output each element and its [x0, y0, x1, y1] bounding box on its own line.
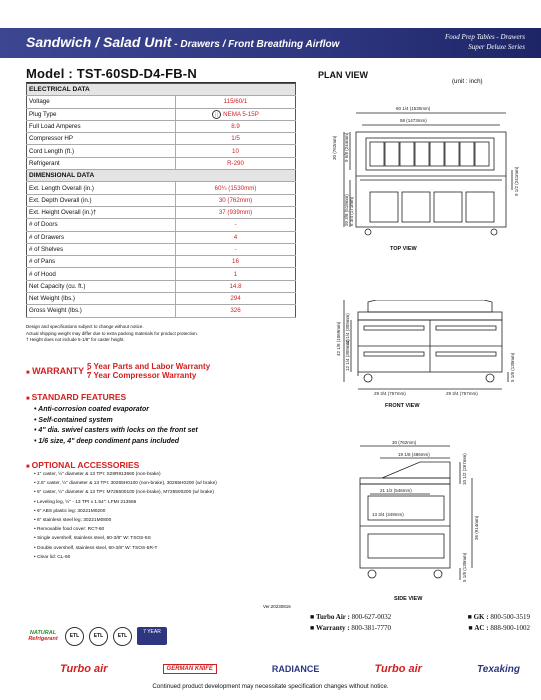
side-view-drawing — [340, 440, 520, 590]
etl-icon: ETL — [65, 627, 84, 646]
accessory-item: • 1" caster, ½" diameter & 13 TPI: S28R813660 (non-brake) — [34, 472, 161, 477]
accessory-item: • Clear lid: CL-60 — [34, 554, 71, 560]
unit-label: (unit : inch) — [452, 78, 483, 85]
warranty-line-1: 5 Year Parts and Labor Warranty — [87, 362, 211, 371]
german-knife-logo: GERMAN KNIFE — [163, 664, 217, 674]
contact-row: ■ Turbo Air : 800-627-0032 ■ GK : 800-500-3519 — [310, 613, 530, 621]
spec-label: # of Doors — [27, 219, 176, 231]
etl-sanitation-icon: ETL — [89, 627, 108, 646]
title-sub: - Drawers / Front Breathing Airflow — [171, 39, 340, 50]
spec-value: 30 (762mm) — [176, 194, 296, 206]
spec-value: 115/60/1 — [176, 96, 296, 108]
spec-value: 37 (939mm) — [176, 206, 296, 218]
warranty-badge-icon: 7 YEAR — [137, 627, 167, 645]
side-view-label: SIDE VIEW — [394, 596, 423, 602]
natural-refrigerant-badge: NATURAL Refrigerant — [28, 630, 58, 642]
spec-value: 1 — [176, 268, 296, 280]
spec-row — [27, 133, 296, 145]
spec-row — [27, 182, 296, 194]
dim-side-height: 36 (914mm) — [474, 515, 479, 540]
footer-note: Continued product development may necessitate specification changes without notice. — [152, 683, 389, 690]
spec-row — [27, 231, 296, 243]
dim-side-cover: 10 1/2 (267mm) — [462, 453, 467, 485]
spec-row — [27, 145, 296, 157]
optional-accessories-title: ■ OPTIONAL ACCESSORIES — [26, 460, 140, 470]
spec-label: Cord Length (ft.) — [27, 145, 176, 157]
spec-label: Gross Weight (lbs.) — [27, 305, 176, 317]
accessory-item: • Leveling leg, ½" - 13 TPI x 1.54": LFMI 213566 — [34, 499, 137, 505]
turbo-air-logo: Turbo air — [60, 663, 108, 675]
spec-row — [27, 194, 296, 206]
accessory-item: • 6" stainless steel leg: 30221M0800 — [34, 518, 112, 524]
spec-value: 326 — [176, 305, 296, 317]
dim-side-drawer: 13 3/4 (349mm) — [372, 512, 404, 517]
spec-value: 16 — [176, 256, 296, 268]
feature-item: • Self-contained system — [34, 416, 113, 424]
dim-drawer-bottom: 12 1/4 (309mm) — [345, 339, 350, 371]
dim-front-height: 42 1/8 (1069mm) — [336, 321, 341, 356]
note-line: Actual shipping weight may differ due to extra packing materials for product protection. — [26, 330, 199, 336]
spec-label: Ext. Height Overall (in.)† — [27, 206, 176, 218]
spec-value: - — [176, 219, 296, 231]
spec-row — [27, 219, 296, 231]
note-line: † Height does not include 5-1/8" for caster height. — [26, 337, 125, 342]
dim-caster: 5 1/8 (130mm) — [510, 352, 515, 382]
accessory-item: • Double overshelf, stainless steel, 60-3/8" W: TSOS-5R-T — [34, 545, 158, 551]
spec-table — [26, 83, 296, 318]
spec-row — [27, 120, 296, 132]
model-number: Model : TST-60SD-D4-FB-N — [26, 66, 197, 81]
dim-overall-width: 60 1/4 (1530mm) — [396, 106, 431, 111]
dim-drawer-top: 12 1/4 (309mm) — [345, 313, 350, 345]
etl-listed-icon: ETL — [113, 627, 132, 646]
brand-row — [60, 663, 520, 675]
dim-inner-width: 58 (1473mm) — [400, 118, 427, 123]
spec-label: # of Drawers — [27, 231, 176, 243]
spec-value: R-290 — [176, 157, 296, 169]
spec-value: 1/5 — [176, 133, 296, 145]
spec-value: 294 — [176, 293, 296, 305]
spec-notes — [26, 324, 198, 344]
header-banner — [0, 28, 541, 58]
spec-header-text: ELECTRICAL DATA — [27, 84, 296, 96]
spec-label: Plug Type — [27, 108, 176, 120]
title-main: Sandwich / Salad Unit — [26, 34, 172, 50]
spec-row — [27, 268, 296, 280]
accessory-item: • Single overshelf, stainless steel, 60-3/8" W: TSOS-5S — [34, 536, 151, 542]
spec-row — [27, 256, 296, 268]
feature-item: • Anti-corrosion coated evaporator — [34, 406, 149, 413]
spec-label: Compressor HP — [27, 133, 176, 145]
series-line-1: Food Prep Tables - Drawers — [445, 33, 525, 41]
warranty-line-2: 7 Year Compressor Warranty — [87, 371, 197, 380]
spec-value: 60¼ (1530mm) — [176, 182, 296, 194]
radiance-logo: RADIANCE — [271, 664, 320, 674]
spec-row — [27, 280, 296, 292]
spec-label: Ext. Depth Overall (in.) — [27, 194, 176, 206]
spec-value: 10 — [176, 145, 296, 157]
feature-item: • 1/6 size, 4" deep condiment pans included — [34, 437, 180, 445]
spec-row — [27, 157, 296, 169]
spec-label: Refrigerant — [27, 157, 176, 169]
spec-row — [27, 293, 296, 305]
dim-left-half: 29 3/4 (757mm) — [374, 391, 406, 396]
plan-view-title: PLAN VIEW — [318, 70, 369, 80]
spec-value: 4 — [176, 231, 296, 243]
standard-features-list — [34, 405, 198, 447]
spec-row — [27, 108, 296, 120]
certification-logos — [26, 622, 167, 650]
standard-features-title: ■ STANDARD FEATURES — [26, 392, 127, 402]
spec-value: 14.8 — [176, 280, 296, 292]
dim-top-left-c: 6 3/4 (171mm) — [349, 196, 354, 226]
front-view-drawing — [318, 300, 528, 400]
dim-side-caster: 5 1/8 (130mm) — [462, 552, 467, 582]
spec-label: Net Weight (lbs.) — [27, 293, 176, 305]
top-view-drawing — [318, 100, 528, 250]
accessory-item: • Removable food cover: RCT-60 — [34, 527, 105, 533]
spec-header-text: DIMENSIONAL DATA — [27, 170, 296, 182]
spec-label: Ext. Length Overall (in.) — [27, 182, 176, 194]
spec-row — [27, 206, 296, 218]
spec-row — [27, 243, 296, 255]
series-line-2: Super Deluxe Series — [468, 43, 525, 51]
accessory-item: • 6" ABS plastic leg: 30221M0200 — [34, 508, 106, 514]
dim-top-right: 9 1/2 (241mm) — [514, 166, 519, 196]
dim-top-left-b: 20 3/8 (518mm) — [344, 194, 349, 226]
series-label — [445, 32, 525, 52]
spec-label: # of Pans — [27, 256, 176, 268]
spec-section-header — [27, 170, 296, 182]
front-view-label: FRONT VIEW — [385, 403, 420, 409]
spec-label: # of Shelves — [27, 243, 176, 255]
accessory-item: • 5" caster, ½" diameter & 13 TPI: M726500100 (non-brake), M726500200 (w/ brake) — [34, 490, 214, 496]
texaking-logo: Texaking — [477, 663, 520, 675]
dim-right-half: 29 3/4 (757mm) — [446, 391, 478, 396]
dim-side-top-depth: 19 1/8 (486mm) — [398, 452, 430, 457]
plug-icon: ┆┆ — [212, 110, 221, 119]
accessory-item: • 2.5" caster, ½" diameter & 13 TPI: 30265H0100 (non-brake), 30265H0200 (w/ brake) — [34, 481, 217, 487]
warranty-values — [87, 362, 210, 380]
plug-type-value: NEMA 5-15P — [223, 110, 259, 118]
feature-item: • 4" dia. swivel casters with locks on the front set — [34, 427, 198, 434]
spec-label: # of Hood — [27, 268, 176, 280]
spec-label: Net Capacity (cu. ft.) — [27, 280, 176, 292]
page-title — [26, 34, 339, 50]
dim-side-inner: 21 1/2 (546mm) — [380, 488, 412, 493]
version-label: Ver.20230816 — [263, 604, 291, 609]
spec-section-header — [27, 84, 296, 96]
dim-depth: 30 (762mm) — [332, 135, 337, 160]
spec-label: Voltage — [27, 96, 176, 108]
optional-accessories-list — [34, 470, 217, 562]
note-line: Design and specifications subject to change without notice. — [26, 324, 144, 329]
spec-value: - — [176, 243, 296, 255]
top-view-label: TOP VIEW — [390, 246, 417, 252]
spec-row — [27, 96, 296, 108]
turbo-air-logo-2: Turbo air — [374, 663, 422, 675]
spec-label: Full Load Amperes — [27, 120, 176, 132]
dim-side-depth: 30 (762mm) — [392, 440, 417, 445]
spec-value — [176, 108, 296, 120]
spec-value: 8.9 — [176, 120, 296, 132]
dim-top-left-a: 9 5/8 (244mm) — [344, 132, 349, 162]
warranty-label: ■ WARRANTY : — [26, 366, 90, 376]
contact-row: ■ Warranty : 800-381-7770 ■ AC : 888-900-1002 — [310, 624, 530, 632]
contact-block — [310, 612, 530, 634]
spec-row — [27, 305, 296, 317]
